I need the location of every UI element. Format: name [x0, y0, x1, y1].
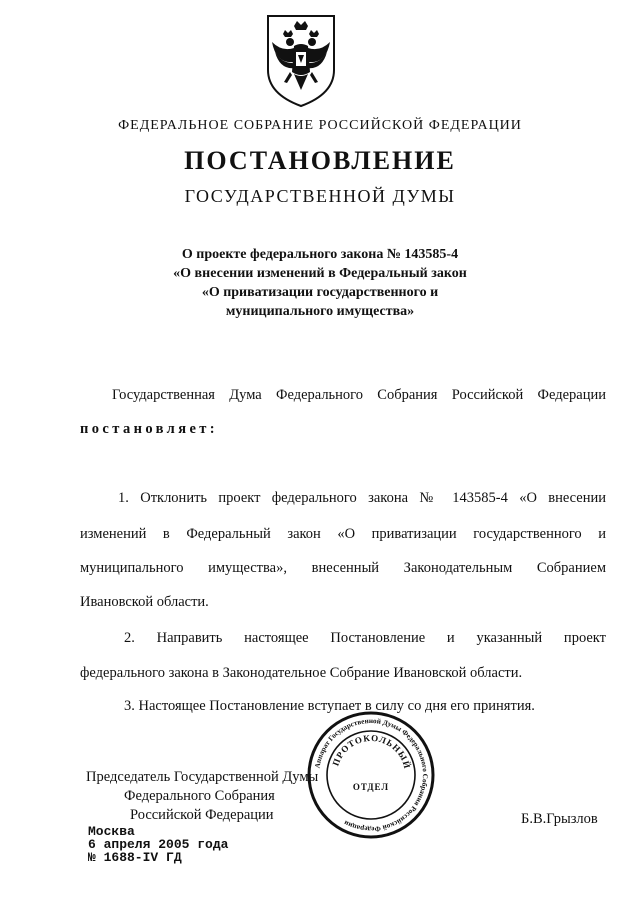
- meta-city: Москва: [88, 824, 135, 839]
- item-1-line: изменений в Федеральный закон «О приватизации государственного и: [80, 526, 606, 542]
- svg-text:ПРОТОКОЛЬНЫЙ: ПРОТОКОЛЬНЫЙ: [330, 732, 413, 771]
- svg-text:ОТДЕЛ: ОТДЕЛ: [352, 782, 390, 792]
- svg-text:Аппарат Государственной Думы Ф: Аппарат Государственной Думы Федерального Собрания Российской Федерации: [313, 716, 430, 834]
- signatory-position: [86, 768, 336, 825]
- item-2-line: 2. Направить настоящее Постановление и указанный проект: [124, 630, 606, 646]
- document-subtitle: ГОСУДАРСТВЕННОЙ ДУМЫ: [184, 186, 456, 206]
- decree-word: постановляет:: [80, 421, 219, 437]
- document-meta: [88, 825, 228, 864]
- document-title: ПОСТАНОВЛЕНИЕ: [184, 146, 456, 175]
- preamble: Государственная Дума Федерального Собрания Российской Федерации: [112, 387, 606, 403]
- subject-line: О проекте федерального закона № 143585-4: [181, 247, 459, 262]
- item-1-line: 1. Отклонить проект федерального закона № 143585-4 «О внесении: [118, 490, 606, 506]
- coat-of-arms-emblem-icon: [264, 12, 338, 108]
- meta-date: 6 апреля 2005 года: [88, 837, 229, 852]
- subject-line: муниципального имущества»: [225, 304, 415, 319]
- meta-number: № 1688-IV ГД: [88, 850, 182, 865]
- subject-line: «О приватизации государственного и: [201, 285, 439, 300]
- document-subject: [120, 245, 520, 321]
- item-3-line: 3. Настоящее Постановление вступает в силу со дня его принятия.: [124, 698, 535, 714]
- protocol-department-stamp: [304, 708, 438, 842]
- organization-header: ФЕДЕРАЛЬНОЕ СОБРАНИЕ РОССИЙСКОЙ ФЕДЕРАЦИИ: [118, 118, 522, 133]
- position-line: Федерального Собрания: [124, 788, 275, 804]
- item-1-line: муниципального имущества», внесенный Законодательным Собранием: [80, 560, 606, 576]
- subject-line: «О внесении изменений в Федеральный закон: [173, 266, 467, 281]
- item-1-line: Ивановской области.: [80, 594, 209, 610]
- item-2-line: федерального закона в Законодательное Собрание Ивановской области.: [80, 665, 523, 681]
- position-line: Российской Федерации: [130, 807, 274, 823]
- position-line: Председатель Государственной Думы: [86, 769, 319, 785]
- signer-name: Б.В.Грызлов: [521, 811, 598, 827]
